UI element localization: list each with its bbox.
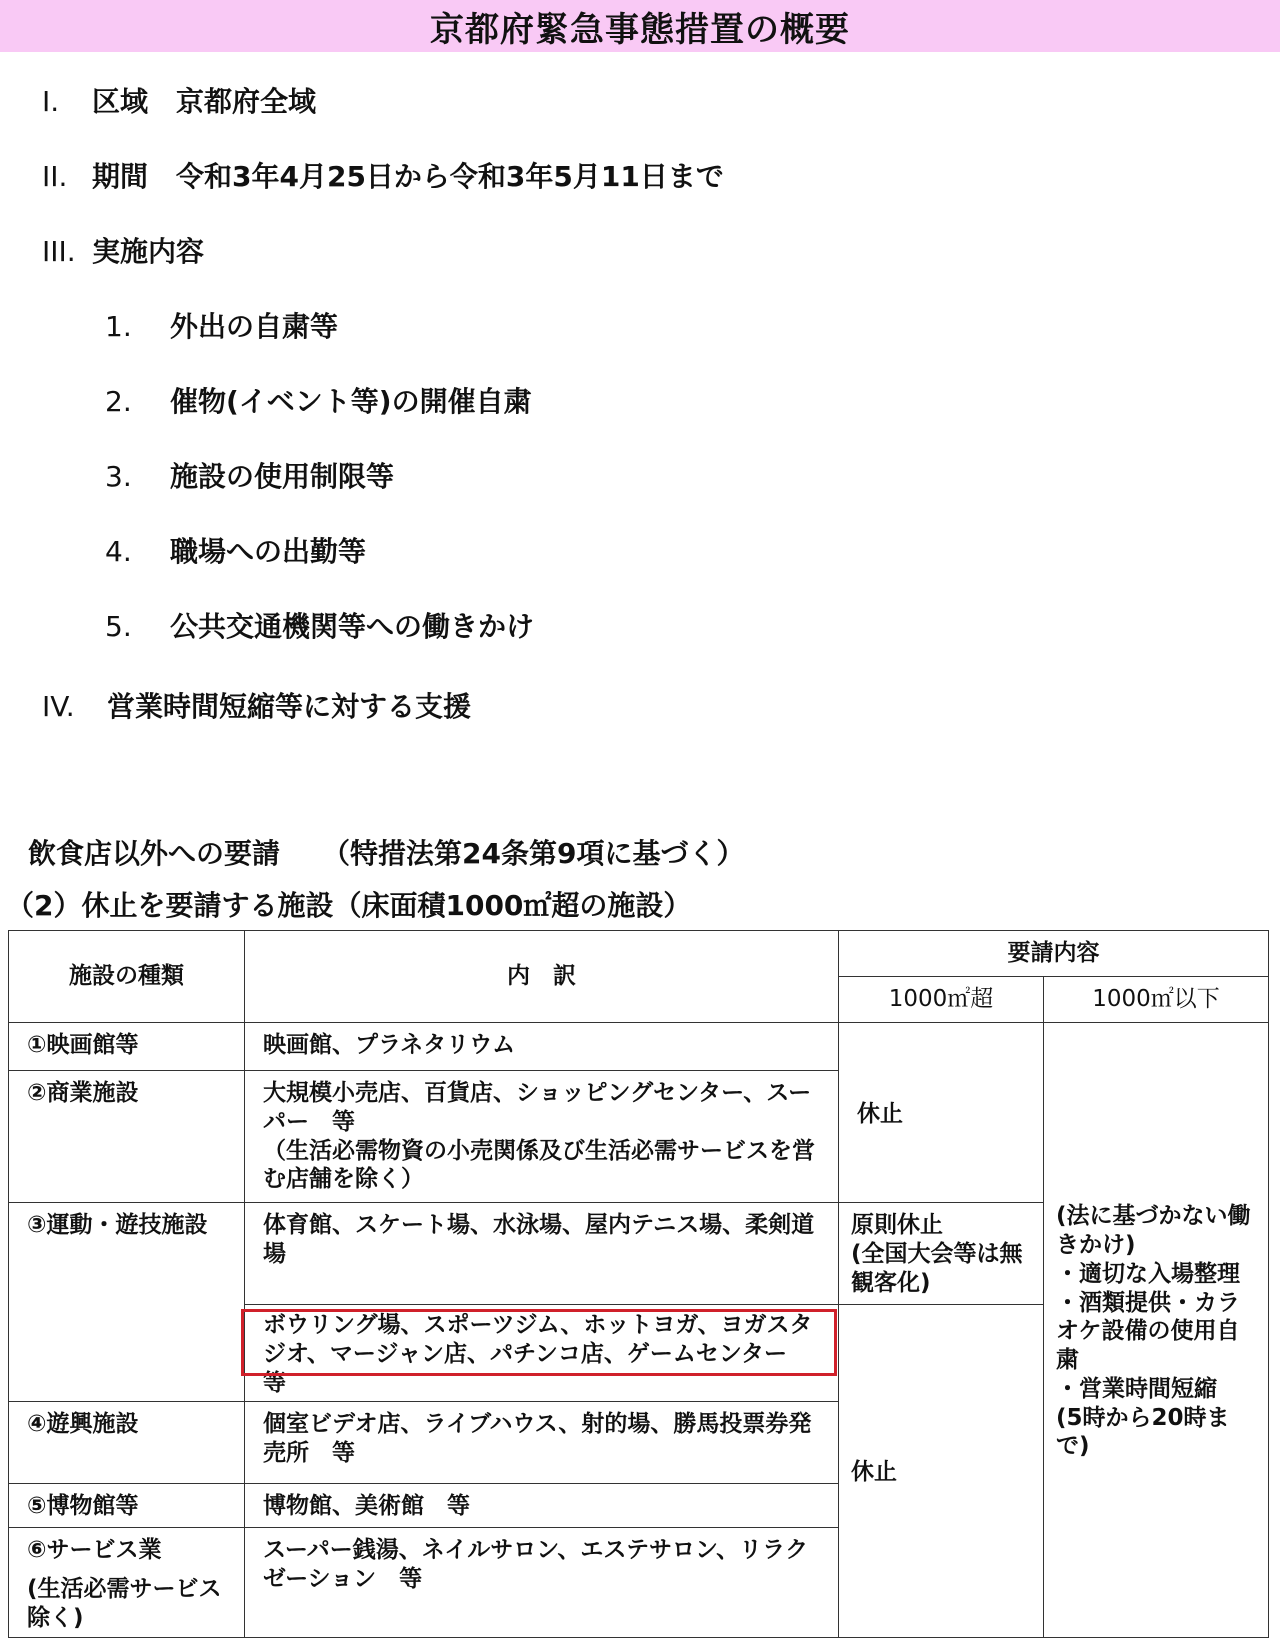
- table-row: [9, 1023, 1269, 1071]
- sub-item-number: 1.: [105, 310, 132, 343]
- facility-type-cell: ③運動・遊技施設: [9, 1203, 245, 1402]
- outline-text: 実施内容: [92, 235, 205, 268]
- under-line: (法に基づかない働きかけ): [1056, 1203, 1251, 1259]
- breakdown-cell: 体育館、スケート場、水泳場、屋内テニス場、柔剣道場: [245, 1203, 839, 1305]
- breakdown-cell: 博物館、美術館 等: [245, 1484, 839, 1528]
- header-request-content: 要請内容: [839, 931, 1269, 977]
- sub-item-number: 5.: [105, 610, 132, 643]
- sub-item: [105, 455, 394, 495]
- outline-item-content: [42, 230, 204, 270]
- outline-number: I.: [42, 85, 60, 118]
- request-over-cell: 休止: [839, 1023, 1044, 1203]
- facility-type-cell: ②商業施設: [9, 1071, 245, 1203]
- sub-item-text: 公共交通機関等への働きかけ: [170, 610, 535, 643]
- table-heading: （2）休止を要請する施設（床面積1000㎡超の施設）: [6, 889, 692, 922]
- sub-item-text: 外出の自粛等: [170, 310, 339, 343]
- sub-item: [105, 380, 532, 420]
- outline-number: IV.: [42, 690, 75, 723]
- sub-item-number: 3.: [105, 460, 132, 493]
- facility-type-cell: ④遊興施設: [9, 1402, 245, 1484]
- breakdown-cell-highlighted: ボウリング場、スポーツジム、ホットヨガ、ヨガスタジオ、マージャン店、パチンコ店、ゲームセンター 等: [245, 1305, 839, 1402]
- sub-item-number: 4.: [105, 535, 132, 568]
- sub-item-text: 職場への出勤等: [170, 535, 367, 568]
- facility-type-note: (生活必需サービス除く): [27, 1576, 222, 1631]
- outline-number: II.: [42, 160, 68, 193]
- facility-type-cell: ⑤博物館等: [9, 1484, 245, 1528]
- outline-number: III.: [42, 235, 76, 268]
- sub-item-number: 2.: [105, 385, 132, 418]
- sub-item-text: 催物(イベント等)の開催自粛: [170, 385, 532, 418]
- request-under-cell: [1044, 1023, 1269, 1638]
- under-line: (5時から20時まで): [1056, 1404, 1230, 1460]
- outline-text: 区域 京都府全域: [92, 85, 317, 118]
- under-line: ・酒類提供・カラオケ設備の使用自粛: [1056, 1289, 1240, 1374]
- sub-item: [105, 530, 366, 570]
- header-facility-type: 施設の種類: [9, 931, 245, 1023]
- header-under-1000: 1000㎡以下: [1044, 977, 1269, 1023]
- outline-text: 期間 令和3年4月25日から令和3年5月11日まで: [92, 160, 724, 193]
- request-over-cell: 休止: [839, 1305, 1044, 1638]
- request-over-cell: [839, 1203, 1044, 1305]
- outline-text: 営業時間短縮等に対する支援: [107, 690, 472, 723]
- breakdown-text: 大規模小売店、百貨店、ショッピングセンター、スーパー 等: [263, 1080, 812, 1135]
- facility-type-cell: ①映画館等: [9, 1023, 245, 1071]
- under-line: ・営業時間短縮: [1056, 1375, 1217, 1402]
- breakdown-cell: [245, 1071, 839, 1203]
- breakdown-cell: 映画館、プラネタリウム: [245, 1023, 839, 1071]
- outline-item-period: [42, 155, 724, 195]
- outline-item-support: [42, 685, 471, 725]
- facility-type-cell: [9, 1528, 245, 1637]
- principle-text: 原則休止: [851, 1212, 943, 1238]
- sub-item: [105, 605, 534, 645]
- page-title: 京都府緊急事態措置の概要: [0, 0, 1280, 52]
- sub-item: [105, 305, 338, 345]
- header-over-1000: 1000㎡超: [839, 977, 1044, 1023]
- breakdown-cell: 個室ビデオ店、ライブハウス、射的場、勝馬投票券発売所 等: [245, 1402, 839, 1484]
- principle-note: (全国大会等は無観客化): [851, 1240, 1023, 1296]
- under-line: ・適切な入場整理: [1056, 1260, 1240, 1287]
- request-heading: 飲食店以外への要請 （特措法第24条第9項に基づく）: [28, 837, 745, 870]
- sub-item-text: 施設の使用制限等: [170, 460, 395, 493]
- outline-item-area: [42, 80, 316, 120]
- header-breakdown: 内 訳: [245, 931, 839, 1023]
- breakdown-note: （生活必需物資の小売関係及び生活必需サービスを営む店舗を除く）: [263, 1137, 815, 1193]
- facility-type-text: ⑥サービス業: [27, 1537, 162, 1564]
- breakdown-cell: スーパー銭湯、ネイルサロン、エステサロン、リラクゼーション 等: [245, 1528, 839, 1637]
- facilities-table: [8, 930, 1269, 1638]
